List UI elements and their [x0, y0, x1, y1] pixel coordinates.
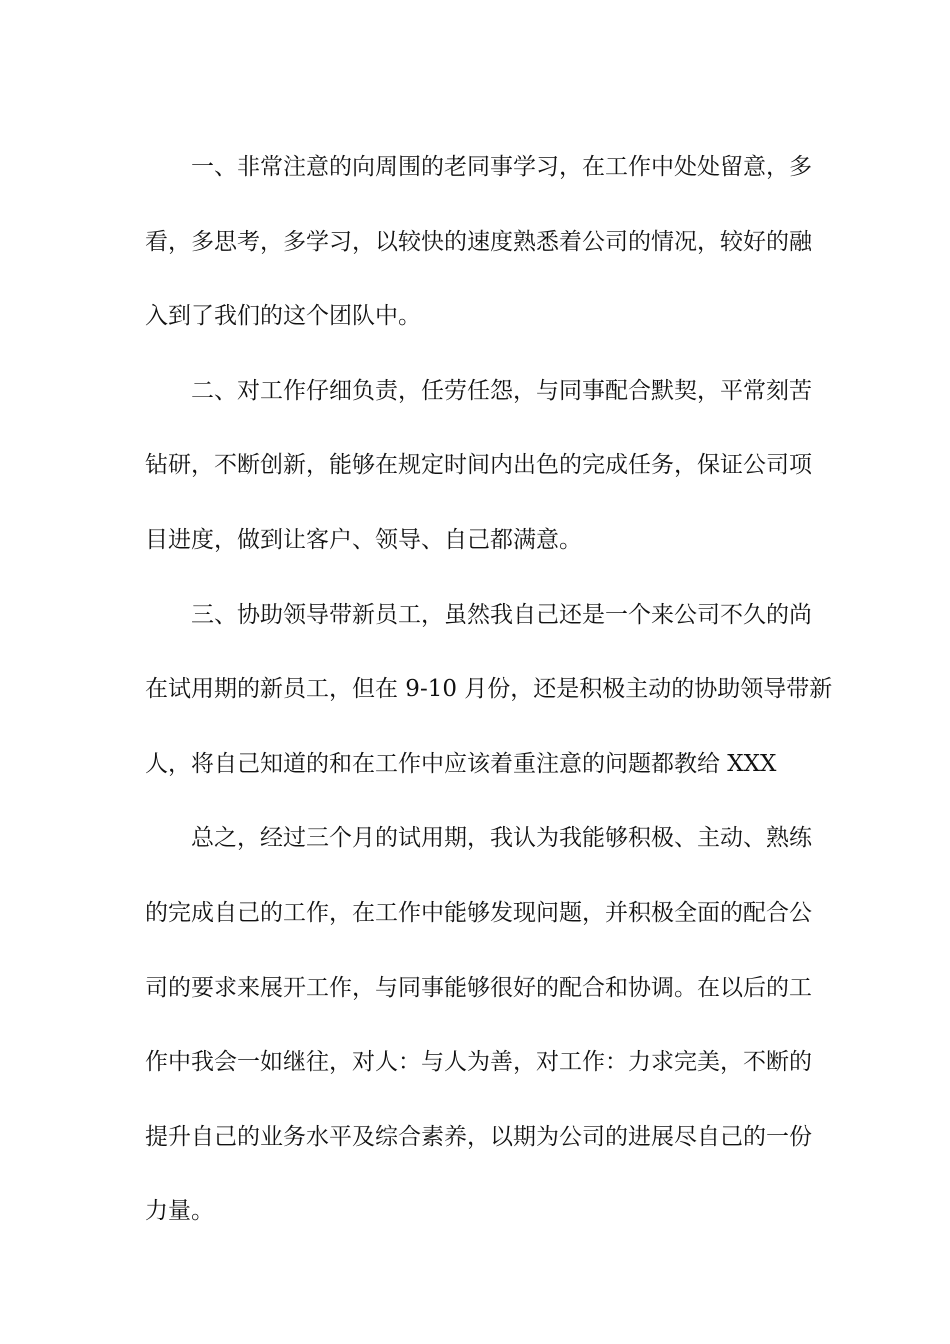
text-line: 一、非常注意的向周围的老同事学习，在工作中处处留意，多 [191, 154, 812, 180]
text-line: 力量。 [145, 1198, 214, 1225]
text-line: 提升自己的业务水平及综合素养，以期为公司的进展尽自己的一份 [145, 1123, 812, 1150]
text-line: 二、对工作仔细负责，任劳任怨，与同事配合默契，平常刻苦 [191, 377, 812, 404]
text-line: 的完成自己的工作，在工作中能够发现问题，并积极全面的配合公 [145, 899, 812, 926]
text-line: 目进度，做到让客户、领导、自己都满意。 [145, 526, 582, 553]
paragraph-1 [145, 130, 810, 354]
text-line: 三、协助领导带新员工，虽然我自己还是一个来公司不久的尚 [191, 601, 812, 628]
paragraph-2 [145, 354, 810, 578]
text-line: 钻研，不断创新，能够在规定时间内出色的完成任务，保证公司项 [145, 452, 812, 479]
text-line: 人，将自己知道的和在工作中应该着重注意的问题都教给 XXX [145, 750, 777, 777]
text-line: 司的要求来展开工作，与同事能够很好的配合和协调。在以后的工 [145, 974, 812, 1001]
paragraph-4 [145, 801, 810, 1249]
paragraph-3 [145, 578, 833, 802]
text-line: 作中我会一如继往，对人：与人为善，对工作：力求完美，不断的 [145, 1049, 812, 1076]
text-line: 总之，经过三个月的试用期，我认为我能够积极、主动、熟练 [191, 825, 812, 852]
text-line: 在试用期的新员工，但在 9-10 月份，还是积极主动的协助领导带新 [145, 676, 833, 703]
text-line: 看，多思考，多学习，以较快的速度熟悉着公司的情况，较好的融 [145, 228, 812, 255]
document-body [145, 130, 833, 1249]
text-line: 入到了我们的这个团队中。 [145, 303, 421, 330]
